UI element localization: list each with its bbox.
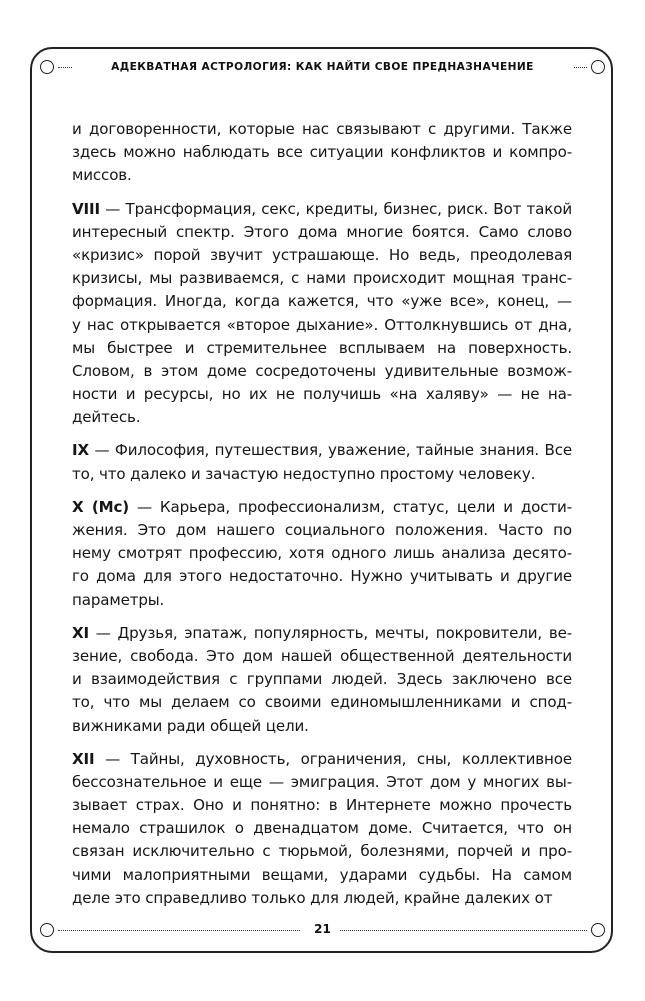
text-line <box>72 496 572 519</box>
paragraph <box>72 198 572 430</box>
text-line: то, что далеко и зачастую недоступно простому человеку. <box>72 464 536 483</box>
text-line: у нас открывается «второе дыхание». Оттолкнувшись от дна, <box>72 315 572 334</box>
text-line: параметры. <box>72 590 165 609</box>
paragraph <box>72 496 572 612</box>
text-line: и взаимодействия с группами людей. Здесь заключено все <box>72 670 572 689</box>
house-numeral: X (Mc) <box>72 497 130 516</box>
line-text: — Друзья, эпатаж, популярность, мечты, покровители, ве- <box>88 623 572 642</box>
house-numeral: IX <box>72 441 89 460</box>
paragraph <box>72 748 572 910</box>
text-line: связан исключительно с тюрьмой, болезнями, порчей и про- <box>72 842 572 861</box>
paragraph <box>72 439 572 485</box>
running-head-title: АДЕКВАТНАЯ АСТРОЛОГИЯ: КАК НАЙТИ СВОЕ ПРЕДНАЗНАЧЕНИЕ <box>105 61 540 73</box>
line-text: — Трансформация, секс, кредиты, бизнес, риск. Вот такой <box>99 199 572 218</box>
text-line: зение, свобода. Это дом нашей общественной деятельности <box>72 646 572 665</box>
house-numeral: XII <box>72 749 95 768</box>
text-line: немало страшилок о двенадцатом доме. Считается, что он <box>72 819 572 838</box>
text-line: мы быстрее и стремительнее всплываем на поверхность. <box>72 338 572 357</box>
text-line: нему смотрят профессию, хотя одного лишь анализа десято- <box>72 544 572 563</box>
text-line: ности и ресурсы, но их не получишь «на халяву» — не на- <box>72 385 572 404</box>
body-text <box>72 118 572 920</box>
text-line: «кризис» порой звучит устрашающе. Но ведь, преодолевая <box>72 245 572 264</box>
text-line <box>72 439 572 462</box>
text-line: Словом, в этом доме сосредоточены удивительные возмож- <box>72 361 572 380</box>
text-line <box>72 622 572 645</box>
house-numeral: VIII <box>72 199 100 218</box>
text-line: го дома для этого недостаточно. Нужно учитывать и другие <box>72 567 572 586</box>
text-line: дейтесь. <box>72 408 141 427</box>
text-line: то, что мы делаем со своими единомышленниками и спод- <box>72 693 572 712</box>
text-line: миссов. <box>72 166 132 185</box>
text-line: формация. Иногда, когда кажется, что «уже все», конец, — <box>72 292 572 311</box>
house-numeral: XI <box>72 623 89 642</box>
text-line: деле это справедливо только для людей, крайне далеких от <box>72 888 553 907</box>
text-line: и договоренности, которые нас связывают с другими. Также <box>72 120 572 138</box>
text-line: жения. Это дом нашего социального положения. Часто по <box>72 521 572 539</box>
text-line: здесь можно наблюдать все ситуации конфликтов и компро- <box>72 143 572 162</box>
running-head <box>72 59 573 75</box>
text-line: чими малоприятными вещами, ударами судьбы. На самом <box>72 865 572 884</box>
text-line: зывает страх. Оно и понятно: в Интернете можно прочесть <box>72 796 572 815</box>
paragraph <box>72 118 572 188</box>
text-line: вижниками ради общей цели. <box>72 716 309 735</box>
top-right-circle-ornament <box>591 60 605 74</box>
text-line: кризисы, мы развиваемся, с нами происходит мощная транс- <box>72 269 572 288</box>
line-text: — Философия, путешествия, уважение, тайные знания. Все <box>88 441 572 460</box>
text-line: интересный спектр. Этого дома многие боятся. Само слово <box>72 222 572 241</box>
text-line: бессознательное и еще — эмиграция. Этот дом у многих вы- <box>72 772 572 791</box>
line-text: — Тайны, духовность, ограничения, сны, коллективное <box>94 749 572 768</box>
page-number-container <box>0 922 645 936</box>
text-line <box>72 198 572 221</box>
paragraph <box>72 622 572 738</box>
text-line <box>72 748 572 771</box>
top-left-circle-ornament <box>40 60 54 74</box>
line-text: — Карьера, профессионализм, статус, цели и дости- <box>129 497 572 516</box>
page-number: 21 <box>306 922 339 936</box>
